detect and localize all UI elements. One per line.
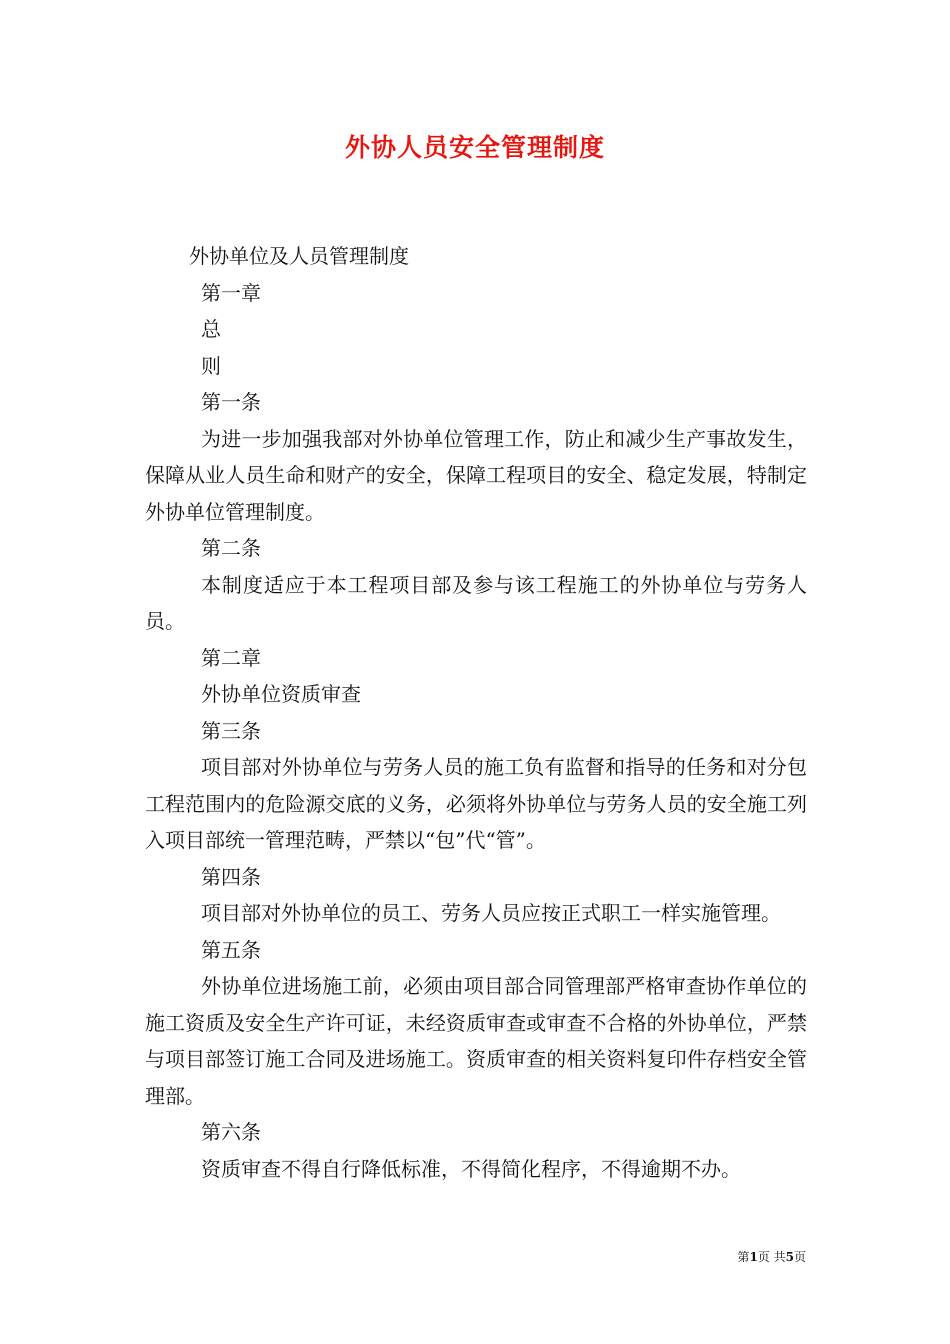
chapter-title: 外协单位资质审查 bbox=[201, 682, 361, 706]
article-heading: 第五条 bbox=[201, 937, 261, 962]
document-body bbox=[145, 238, 807, 1187]
chapter-title-part: 则 bbox=[201, 353, 221, 378]
article-heading: 第四条 bbox=[201, 864, 261, 889]
article-paragraph: 外协单位进场施工前，必须由项目部合同管理部严格审查协作单位的施工资质及安全生产许可证，未经资质审查或审查不合格的外协单位，严禁与项目部签订施工合同及进场施工。资质审查的相关资料复印件存档安全管理部。 bbox=[145, 974, 807, 1108]
footer-prefix: 第 bbox=[737, 1250, 750, 1264]
article-heading: 第二条 bbox=[201, 536, 261, 560]
footer-middle: 页 共 bbox=[757, 1250, 786, 1264]
document-subtitle: 外协单位及人员管理制度 bbox=[189, 244, 409, 268]
article-heading: 第六条 bbox=[201, 1120, 261, 1144]
article-paragraph: 项目部对外协单位与劳务人员的施工负有监督和指导的任务和对分包工程范围内的危险源交底的义务，必须将外协单位与劳务人员的安全施工列入项目部统一管理范畴，严禁以“包”代“管”。 bbox=[145, 755, 807, 852]
article-paragraph: 项目部对外协单位的员工、劳务人员应按正式职工一样实施管理。 bbox=[201, 901, 781, 925]
document-title: 外协人员安全管理制度 bbox=[344, 133, 605, 162]
chapter-title-part: 总 bbox=[201, 317, 221, 341]
article-heading: 第三条 bbox=[201, 718, 261, 743]
chapter-heading: 第一章 bbox=[201, 280, 261, 305]
current-page-number: 1 bbox=[749, 1250, 758, 1264]
chapter-heading: 第二章 bbox=[201, 645, 261, 670]
article-heading: 第一条 bbox=[201, 390, 261, 414]
article-paragraph: 资质审查不得自行降低标准，不得简化程序，不得逾期不办。 bbox=[201, 1156, 741, 1181]
footer-suffix: 页 bbox=[793, 1250, 806, 1264]
article-paragraph: 本制度适应于本工程项目部及参与该工程施工的外协单位与劳务人员。 bbox=[145, 572, 807, 633]
total-pages-number: 5 bbox=[785, 1250, 794, 1264]
article-paragraph: 为进一步加强我部对外协单位管理工作，防止和减少生产事故发生，保障从业人员生命和财产的安全，保障工程项目的安全、稳定发展，特制定外协单位管理制度。 bbox=[145, 426, 807, 524]
page-footer bbox=[737, 1248, 806, 1265]
